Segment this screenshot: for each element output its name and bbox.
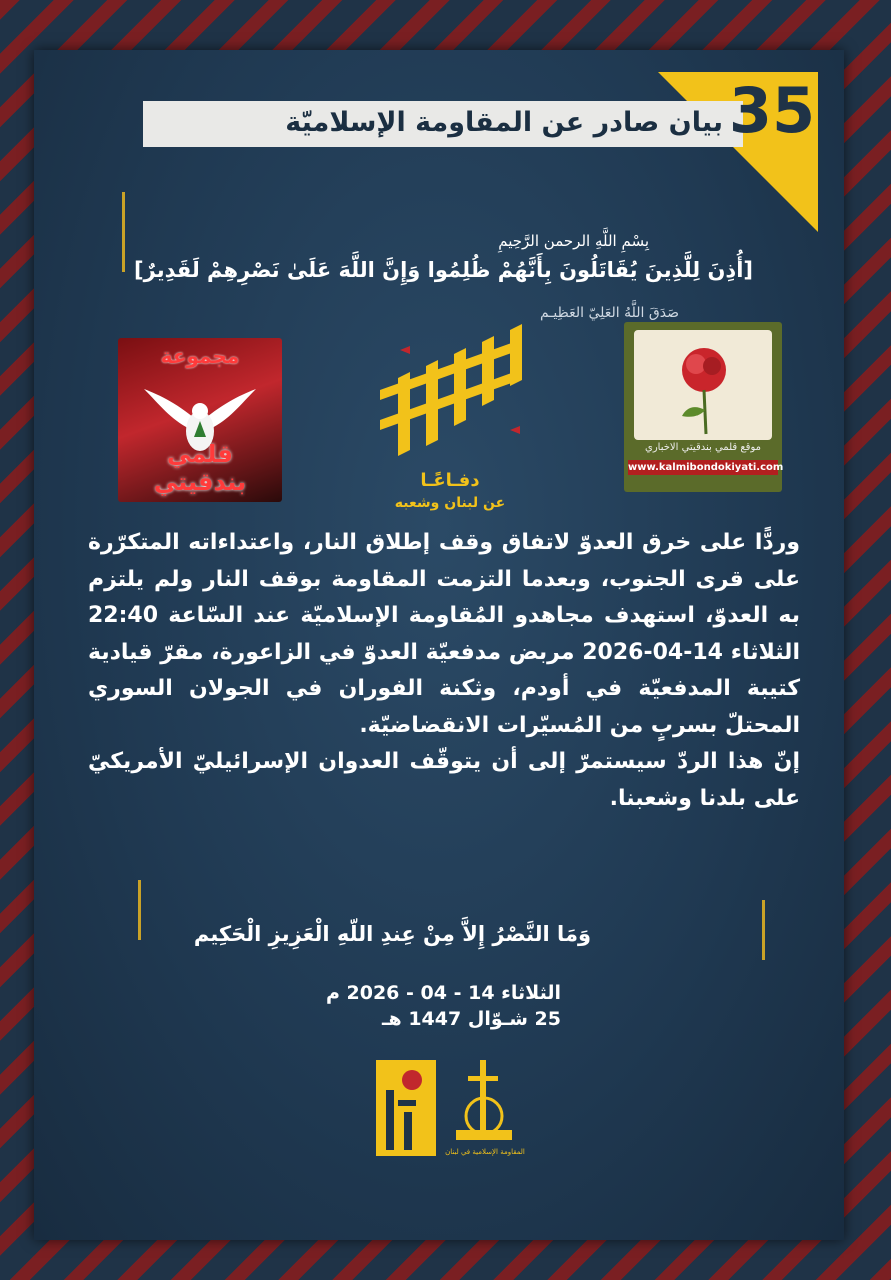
page-title: بيان صادر عن المقاومة الإسلاميّة (285, 107, 723, 138)
campaign-subtitle: عن لبنان وشعبه (394, 495, 506, 511)
basmala: بِسْمِ اللَّهِ الرحمن الرَّحِيمِ (498, 232, 649, 250)
party-emblem-icon (448, 1056, 520, 1160)
rose-card (634, 330, 772, 440)
statement-paragraph-2: إنّ هذا الردّ سيستمرّ إلى أن يتوقّف العدوان الإسرائيليّ الأمريكيّ على بلدنا وشعبنا. (88, 749, 800, 811)
gregorian-date: الثلاثاء 14 - 04 - 2026 م (325, 982, 561, 1004)
closing-verse: وَمَا النَّصْرُ إِلاَّ مِنْ عِندِ اللّهِ الْعَزِيزِ الْحَكِيم (193, 922, 591, 946)
group-logo-bottom-text: قلمي بندقيتي (153, 440, 247, 496)
decorative-bracket (138, 880, 141, 940)
campaign-calligraphy-icon (360, 320, 540, 470)
campaign-slogan: دفـاعًـا (420, 470, 480, 491)
campaign-logo (360, 320, 540, 520)
group-logo (118, 338, 282, 502)
resistance-emblem (376, 1060, 436, 1156)
party-emblem-caption: المقاومة الإسلامية في لبنان (445, 1148, 525, 1156)
statement-body (88, 525, 800, 817)
quran-verse: [أُذِنَ لِلَّذِينَ يُقَاتَلُونَ بِأَنَّهُمْ ظُلِمُوا وَإِنَّ اللَّهَ عَلَىٰ نَصْرِهِمْ لَقَدِيرٌ] (134, 258, 753, 282)
emblem-icon (376, 1060, 436, 1156)
party-emblem (448, 1056, 520, 1160)
sadaqa-line: صَدَقَ اللَّهُ العَلِيّ العَظِيـم (540, 305, 679, 321)
news-site-url: www.kalmibondokiyati.com (628, 462, 784, 473)
issue-number: 35 (728, 74, 816, 147)
news-site-caption: موقع قلمي بندقيتي الاخباري (645, 442, 761, 453)
news-site-logo (624, 322, 782, 492)
group-logo-top-text: مجموعة (160, 344, 240, 368)
decorative-bracket (762, 900, 765, 960)
statement-paragraph-1: وردًّا على خرق العدوّ لاتفاق وقف إطلاق النار، واعتداءاته المتكرّرة على قرى الجنوب، وبعدما التزمت المقاومة بوقف النار ولم يلتزم به العدوّ، استهدف مجاهدو المُقاومة الإسلاميّة عند السّاعة 22:40 الثلاثاء 14-04-2026 مربض مدفعيّة العدوّ في الزاعورة، مقرّ قيادية كتيبة المدفعيّة في أودم، وثكنة الفوران في الجولان السوري المحتلّ بسربٍ من المُسيّرات الانقضاضيّة. (88, 530, 800, 738)
hijri-date: 25 شـوّال 1447 هـ (382, 1008, 561, 1030)
rose-icon (634, 330, 772, 440)
title-bar (143, 101, 743, 147)
